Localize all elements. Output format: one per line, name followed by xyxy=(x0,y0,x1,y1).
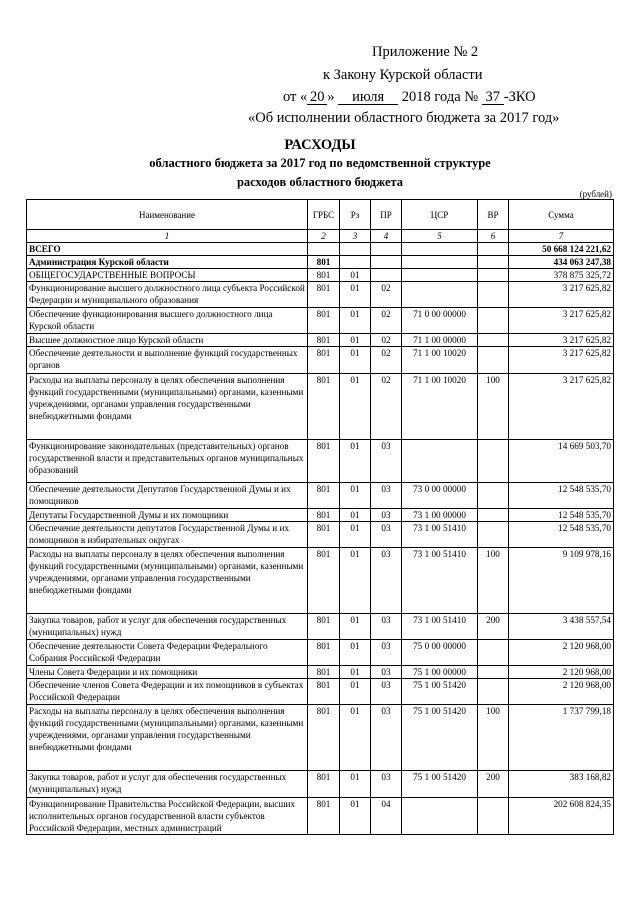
cell-grbs: 801 xyxy=(308,308,340,334)
table-row xyxy=(27,308,614,334)
cell-pr: 03 xyxy=(371,705,402,771)
cell-vr xyxy=(478,282,509,308)
annex-number: Приложение № 2 xyxy=(372,44,479,60)
header-sum: Сумма xyxy=(509,200,614,230)
cell-vr xyxy=(478,640,509,666)
cell-pr: 03 xyxy=(371,679,402,705)
table-row xyxy=(27,509,614,522)
table-row xyxy=(27,256,614,269)
header-grbs: ГРБС xyxy=(308,200,340,230)
cell-grbs: 801 xyxy=(308,334,340,347)
cell-name: Высшее должностное лицо Курской области xyxy=(27,334,308,347)
cell-pr: 03 xyxy=(371,666,402,679)
table-row xyxy=(27,640,614,666)
header-vr: ВР xyxy=(478,200,509,230)
header-pr: ПР xyxy=(371,200,402,230)
cell-sum: 2 120 968,00 xyxy=(509,640,614,666)
cell-rz: 01 xyxy=(340,548,371,614)
cell-vr xyxy=(478,509,509,522)
document-subtitle-2: расходов областного бюджета xyxy=(236,175,404,189)
cell-sum: 1 737 799,18 xyxy=(509,705,614,771)
cell-pr: 03 xyxy=(371,522,402,548)
cell-sum: 3 217 625,82 xyxy=(509,374,614,440)
cell-csr: 73 0 00 00000 xyxy=(402,483,478,509)
cell-name: Администрация Курской области xyxy=(27,256,308,269)
cell-name: ВСЕГО xyxy=(27,243,308,256)
cell-sum: 3 217 625,82 xyxy=(509,334,614,347)
cell-rz: 01 xyxy=(340,771,371,798)
table-row xyxy=(27,282,614,308)
table-row xyxy=(27,679,614,705)
cell-vr xyxy=(478,798,509,835)
cell-pr xyxy=(371,243,402,256)
number-suffix: -ЗКО xyxy=(503,89,536,105)
column-number: 3 xyxy=(340,230,371,243)
cell-csr xyxy=(402,269,478,282)
law-reference: к Закону Курской области xyxy=(323,67,483,83)
cell-vr xyxy=(478,666,509,679)
cell-sum: 2 120 968,00 xyxy=(509,666,614,679)
cell-vr: 200 xyxy=(478,614,509,640)
column-number: 2 xyxy=(308,230,340,243)
cell-pr: 03 xyxy=(371,771,402,798)
cell-rz: 01 xyxy=(340,798,371,835)
cell-sum: 3 217 625,82 xyxy=(509,308,614,334)
document-subtitle: областного бюджета за 2017 год по ведомственной структуре xyxy=(149,156,491,170)
cell-grbs: 801 xyxy=(308,282,340,308)
cell-pr: 02 xyxy=(371,282,402,308)
cell-csr xyxy=(402,256,478,269)
cell-grbs: 801 xyxy=(308,483,340,509)
table-row xyxy=(27,243,614,256)
cell-sum: 12 548 535,70 xyxy=(509,522,614,548)
cell-grbs: 801 xyxy=(308,679,340,705)
cell-pr: 02 xyxy=(371,374,402,440)
cell-rz: 01 xyxy=(340,614,371,640)
table-header-row xyxy=(27,200,614,230)
cell-rz: 01 xyxy=(340,282,371,308)
cell-rz: 01 xyxy=(340,640,371,666)
header-name: Наименование xyxy=(27,200,308,230)
cell-pr: 03 xyxy=(371,614,402,640)
column-number: 1 xyxy=(27,230,308,243)
cell-grbs: 801 xyxy=(308,509,340,522)
cell-pr: 03 xyxy=(371,440,402,483)
table-row xyxy=(27,347,614,374)
cell-name: Расходы на выплаты персоналу в целях обеспечения выполнения функций государственными (муниципальными) органами, казенными учреждениями, органами управления государственными внебюджетными фондами xyxy=(27,548,308,614)
cell-sum: 378 875 325,72 xyxy=(509,269,614,282)
cell-name: Обеспечение членов Совета Федерации и их помощников в субъектах Российской Федерации xyxy=(27,679,308,705)
cell-sum: 202 608 824,35 xyxy=(509,798,614,835)
cell-grbs: 801 xyxy=(308,798,340,835)
cell-pr: 02 xyxy=(371,334,402,347)
cell-csr xyxy=(402,282,478,308)
header-rz: Рз xyxy=(340,200,371,230)
cell-name: Закупка товаров, работ и услуг для обеспечения государственных (муниципальных) нужд xyxy=(27,614,308,640)
cell-name: Функционирование законодательных (представительных) органов государственной власти и представительных органов муниципальных образований xyxy=(27,440,308,483)
cell-sum: 9 109 978,16 xyxy=(509,548,614,614)
cell-vr xyxy=(478,256,509,269)
cell-pr: 03 xyxy=(371,509,402,522)
cell-rz: 01 xyxy=(340,483,371,509)
cell-vr: 100 xyxy=(478,548,509,614)
cell-sum: 3 438 557,54 xyxy=(509,614,614,640)
cell-rz xyxy=(340,243,371,256)
cell-pr: 03 xyxy=(371,483,402,509)
cell-pr: 02 xyxy=(371,308,402,334)
cell-sum: 12 548 535,70 xyxy=(509,483,614,509)
cell-vr xyxy=(478,308,509,334)
cell-csr: 75 1 00 00000 xyxy=(402,666,478,679)
cell-name: Расходы на выплаты персоналу в целях обеспечения выполнения функций государственными (муниципальными) органами, казенными учреждениями, органами управления государственными внебюджетными фондами xyxy=(27,374,308,440)
cell-grbs: 801 xyxy=(308,666,340,679)
table-row xyxy=(27,440,614,483)
cell-name: Обеспечение деятельности Совета Федерации Федерального Собрания Российской Федерации xyxy=(27,640,308,666)
cell-csr: 71 0 00 00000 xyxy=(402,308,478,334)
header-csr: ЦСР xyxy=(402,200,478,230)
cell-name: Обеспечение деятельности и выполнение функций государственных органов xyxy=(27,347,308,374)
cell-csr: 71 1 00 00000 xyxy=(402,334,478,347)
cell-pr: 03 xyxy=(371,548,402,614)
cell-csr: 71 1 00 10020 xyxy=(402,347,478,374)
cell-csr: 73 1 00 51410 xyxy=(402,548,478,614)
cell-csr: 73 1 00 00000 xyxy=(402,509,478,522)
cell-name: Функционирование Правительства Российской Федерации, высших исполнительных органов государственной власти субъектов Российской Федерации, местных администраций xyxy=(27,798,308,835)
table-row xyxy=(27,374,614,440)
column-number: 6 xyxy=(478,230,509,243)
table-row xyxy=(27,269,614,282)
cell-csr: 73 1 00 51410 xyxy=(402,614,478,640)
cell-grbs: 801 xyxy=(308,440,340,483)
cell-grbs: 801 xyxy=(308,522,340,548)
cell-sum: 50 668 124 221,62 xyxy=(509,243,614,256)
cell-grbs: 801 xyxy=(308,640,340,666)
cell-csr: 75 1 00 51420 xyxy=(402,705,478,771)
month-value: июля xyxy=(338,91,398,105)
cell-csr: 75 1 00 51420 xyxy=(402,771,478,798)
cell-rz: 01 xyxy=(340,347,371,374)
cell-vr: 200 xyxy=(478,771,509,798)
cell-grbs: 801 xyxy=(308,705,340,771)
cell-grbs: 801 xyxy=(308,614,340,640)
year-text: 2018 года № xyxy=(401,89,479,105)
column-number: 4 xyxy=(371,230,402,243)
document-title: РАСХОДЫ xyxy=(284,137,356,153)
table-row xyxy=(27,548,614,614)
cell-rz: 01 xyxy=(340,679,371,705)
day-value: 20 xyxy=(307,91,327,105)
cell-name: Депутаты Государственной Думы и их помощники xyxy=(27,509,308,522)
cell-sum: 434 063 247,38 xyxy=(509,256,614,269)
cell-csr: 71 1 00 10020 xyxy=(402,374,478,440)
cell-rz: 01 xyxy=(340,269,371,282)
date-prefix: от « xyxy=(283,89,308,105)
cell-vr xyxy=(478,483,509,509)
cell-grbs xyxy=(308,243,340,256)
cell-rz: 01 xyxy=(340,522,371,548)
date-separator: » xyxy=(327,89,335,105)
table-row xyxy=(27,666,614,679)
table-row xyxy=(27,483,614,509)
law-title: «Об исполнении областного бюджета за 2017 год» xyxy=(248,110,560,126)
law-number: 37 xyxy=(482,91,504,105)
cell-vr xyxy=(478,243,509,256)
cell-pr xyxy=(371,256,402,269)
cell-rz xyxy=(340,256,371,269)
cell-name: Закупка товаров, работ и услуг для обеспечения государственных (муниципальных) нужд xyxy=(27,771,308,798)
column-number-row xyxy=(27,230,614,243)
table-body xyxy=(27,200,614,835)
cell-vr: 100 xyxy=(478,705,509,771)
cell-grbs: 801 xyxy=(308,269,340,282)
cell-name: Члены Совета Федерации и их помощники xyxy=(27,666,308,679)
cell-name: Обеспечение деятельности депутатов Государственной Думы и их помощников в избирательных округах xyxy=(27,522,308,548)
cell-sum: 12 548 535,70 xyxy=(509,509,614,522)
cell-grbs: 801 xyxy=(308,256,340,269)
cell-name: Расходы на выплаты персоналу в целях обеспечения выполнения функций государственными (муниципальными) органами, казенными учреждениями, органами управления государственными внебюджетными фондами xyxy=(27,705,308,771)
table-row xyxy=(27,798,614,835)
cell-name: Обеспечение функционирования высшего должностного лица Курской области xyxy=(27,308,308,334)
cell-vr xyxy=(478,440,509,483)
table-row xyxy=(27,334,614,347)
cell-name: ОБЩЕГОСУДАРСТВЕННЫЕ ВОПРОСЫ xyxy=(27,269,308,282)
cell-name: Функционирование высшего должностного лица субъекта Российской Федерации и муниципального образования xyxy=(27,282,308,308)
column-number: 5 xyxy=(402,230,478,243)
cell-sum: 2 120 968,00 xyxy=(509,679,614,705)
cell-sum: 3 217 625,82 xyxy=(509,282,614,308)
table-row xyxy=(27,771,614,798)
cell-csr: 75 1 00 51420 xyxy=(402,679,478,705)
cell-name: Обеспечение деятельности Депутатов Государственной Думы и их помощников xyxy=(27,483,308,509)
cell-rz: 01 xyxy=(340,666,371,679)
cell-vr xyxy=(478,347,509,374)
cell-rz: 01 xyxy=(340,440,371,483)
column-number: 7 xyxy=(509,230,614,243)
cell-pr xyxy=(371,269,402,282)
cell-grbs: 801 xyxy=(308,771,340,798)
cell-sum: 14 669 503,70 xyxy=(509,440,614,483)
cell-csr xyxy=(402,243,478,256)
cell-grbs: 801 xyxy=(308,374,340,440)
law-date-line xyxy=(283,89,536,106)
cell-grbs: 801 xyxy=(308,548,340,614)
cell-csr xyxy=(402,798,478,835)
cell-rz: 01 xyxy=(340,374,371,440)
cell-vr: 100 xyxy=(478,374,509,440)
table-row xyxy=(27,522,614,548)
currency-unit: (рублей) xyxy=(579,189,612,199)
cell-pr: 02 xyxy=(371,347,402,374)
cell-grbs: 801 xyxy=(308,347,340,374)
expenditure-table xyxy=(26,199,614,835)
cell-vr xyxy=(478,522,509,548)
cell-sum: 3 217 625,82 xyxy=(509,347,614,374)
cell-vr xyxy=(478,334,509,347)
cell-rz: 01 xyxy=(340,705,371,771)
cell-rz: 01 xyxy=(340,509,371,522)
cell-csr xyxy=(402,440,478,483)
cell-pr: 04 xyxy=(371,798,402,835)
cell-csr: 73 1 00 51410 xyxy=(402,522,478,548)
cell-rz: 01 xyxy=(340,308,371,334)
cell-vr xyxy=(478,269,509,282)
table-row xyxy=(27,614,614,640)
cell-pr: 03 xyxy=(371,640,402,666)
cell-csr: 75 0 00 00000 xyxy=(402,640,478,666)
table-row xyxy=(27,705,614,771)
cell-sum: 383 168,82 xyxy=(509,771,614,798)
cell-rz: 01 xyxy=(340,334,371,347)
cell-vr xyxy=(478,679,509,705)
